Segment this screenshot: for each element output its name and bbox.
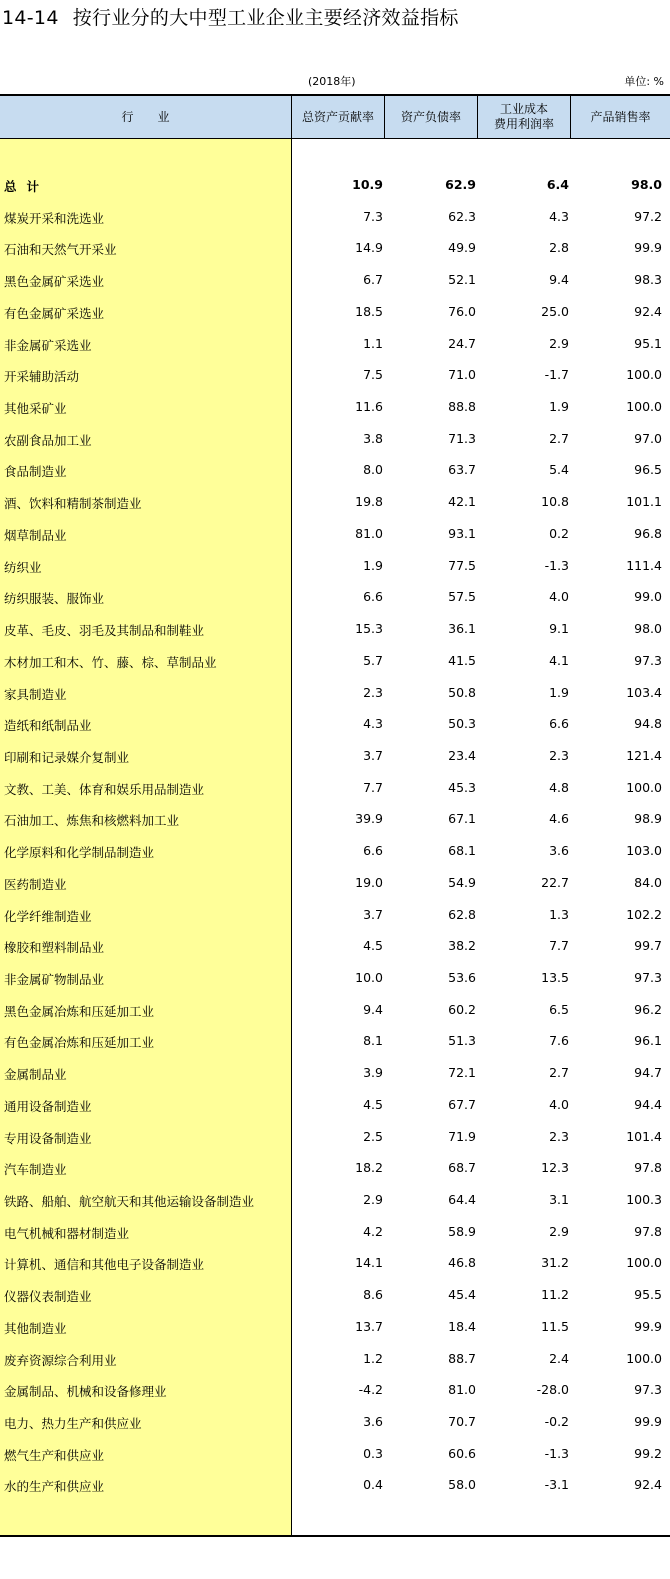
debt-ratio-value: 50.3 [448,716,476,732]
sales-ratio-value: 97.3 [634,969,662,985]
sales-ratio-value: 94.7 [634,1065,662,1081]
cost-profit-ratio-value: -3.1 [544,1477,569,1493]
debt-ratio-value: 88.8 [448,399,476,415]
sales-ratio-value: 101.1 [626,494,662,510]
debt-ratio-value: 38.2 [448,938,476,954]
sales-ratio-value: 98.3 [634,272,662,288]
cost-profit-ratio-value: 2.7 [549,430,569,446]
cost-profit-ratio-value: -28.0 [536,1382,569,1398]
industry-name: 汽车制造业 [4,1162,67,1178]
total-asset-contribution-value: 4.5 [363,1096,383,1112]
table-row [0,1246,670,1278]
sales-ratio-value: 97.3 [634,1382,662,1398]
cost-profit-ratio-value: -1.3 [544,557,569,573]
total-asset-contribution-value: 5.7 [363,652,383,668]
industry-name: 专用设备制造业 [4,1130,92,1146]
table-number: 14-14 [2,7,59,29]
industry-name: 水的生产和供应业 [4,1479,105,1495]
debt-ratio-value: 24.7 [448,335,476,351]
industry-name: 家具制造业 [4,686,67,702]
industry-name: 铁路、船舶、航空航天和其他运输设备制造业 [4,1194,255,1209]
industry-name: 纺织业 [4,559,42,575]
table-row [0,993,670,1025]
sales-ratio-value: 100.0 [626,779,662,795]
cost-profit-ratio-value: 1.9 [549,399,569,415]
total-asset-contribution-value: 4.3 [363,716,383,732]
debt-ratio-value: 71.9 [448,1128,476,1144]
cost-profit-ratio-value: 10.8 [541,494,569,510]
table-row [0,1310,670,1342]
total-asset-contribution-value: 3.8 [363,430,383,446]
industry-name: 食品制造业 [4,464,67,480]
table-row [0,644,670,676]
debt-ratio-value: 46.8 [448,1255,476,1271]
total-asset-contribution-value: 10.9 [352,177,383,192]
debt-ratio-value: 67.7 [448,1096,476,1112]
total-asset-contribution-value: 11.6 [355,399,383,415]
total-asset-contribution-value: 6.7 [363,272,383,288]
industry-name: 石油加工、炼焦和核燃料加工业 [4,813,180,829]
header-cost-profit-line1: 工业成本 [499,102,548,116]
sales-ratio-value: 95.1 [634,335,662,351]
industry-name: 黑色金属矿采选业 [4,274,105,290]
table-row [0,327,670,359]
header-divider [570,96,571,138]
unit-note: 单位: % [624,75,664,88]
sales-ratio-value: 102.2 [626,906,662,922]
industry-name: 废弃资源综合利用业 [4,1352,117,1368]
cost-profit-ratio-value: 4.1 [549,652,569,668]
sales-ratio-value: 99.7 [634,938,662,954]
sales-ratio-value: 96.5 [634,462,662,478]
cost-profit-ratio-value: 3.6 [549,843,569,859]
industry-name: 造纸和纸制品业 [4,718,92,734]
industry-name: 金属制品、机械和设备修理业 [4,1384,167,1400]
cost-profit-ratio-value: 2.4 [549,1350,569,1366]
table-row [0,1120,670,1152]
table-row [0,485,670,517]
sales-ratio-value: 99.9 [634,1414,662,1430]
total-asset-contribution-value: 8.6 [363,1287,383,1303]
year-note: (2018年) [308,75,356,88]
table-row [0,834,670,866]
cost-profit-ratio-value: -1.3 [544,1445,569,1461]
header-divider [477,96,478,138]
debt-ratio-value: 62.9 [445,177,476,192]
debt-ratio-value: 41.5 [448,652,476,668]
cost-profit-ratio-value: 2.3 [549,1128,569,1144]
sales-ratio-value: 92.4 [634,303,662,319]
total-asset-contribution-value: 3.7 [363,906,383,922]
debt-ratio-value: 63.7 [448,462,476,478]
cost-profit-ratio-value: -1.7 [544,367,569,383]
cost-profit-ratio-value: 2.9 [549,335,569,351]
cost-profit-ratio-value: 1.9 [549,684,569,700]
cost-profit-ratio-value: 7.6 [549,1033,569,1049]
industry-name: 医药制造业 [4,876,67,892]
header-divider [291,96,292,138]
cost-profit-ratio-value: 6.5 [549,1001,569,1017]
sales-ratio-value: 96.2 [634,1001,662,1017]
debt-ratio-value: 54.9 [448,874,476,890]
sales-ratio-value: 100.3 [626,1192,662,1207]
industry-name: 文教、工美、体育和娱乐用品制造业 [4,781,205,797]
header-debt-ratio: 资产负债率 [400,109,461,124]
industry-name: 农副食品加工业 [4,432,92,448]
header-total-asset-contribution: 总资产贡献率 [301,109,374,124]
total-asset-contribution-value: 15.3 [355,621,383,637]
debt-ratio-value: 76.0 [448,303,476,319]
total-asset-contribution-value: 18.5 [355,303,383,319]
industry-name: 电力、热力生产和供应业 [4,1416,142,1432]
sales-ratio-value: 99.9 [634,1318,662,1334]
total-row [0,168,670,200]
debt-ratio-value: 42.1 [448,494,476,510]
industry-name: 皮革、毛皮、羽毛及其制品和制鞋业 [4,623,205,639]
sales-ratio-value: 101.4 [626,1128,662,1144]
cost-profit-ratio-value: 4.0 [549,1096,569,1112]
debt-ratio-value: 53.6 [448,969,476,985]
cost-profit-ratio-value: 22.7 [541,874,569,890]
total-asset-contribution-value: 6.6 [363,843,383,859]
sales-ratio-value: 97.8 [634,1160,662,1176]
table-row [0,295,670,327]
debt-ratio-value: 62.3 [448,208,476,224]
total-asset-contribution-value: 18.2 [355,1160,383,1176]
total-asset-contribution-value: 14.9 [355,240,383,256]
table-row [0,1215,670,1247]
sales-ratio-value: 99.9 [634,240,662,256]
table-row [0,802,670,834]
debt-ratio-value: 49.9 [448,240,476,256]
table-row [0,771,670,803]
total-asset-contribution-value: 8.0 [363,462,383,478]
cost-profit-ratio-value: 4.3 [549,208,569,224]
debt-ratio-value: 60.6 [448,1445,476,1461]
industry-name: 非金属矿采选业 [4,337,92,353]
table-row [0,739,670,771]
total-asset-contribution-value: 4.5 [363,938,383,954]
total-asset-contribution-value: 2.3 [363,684,383,700]
debt-ratio-value: 36.1 [448,621,476,637]
sales-ratio-value: 100.0 [626,1255,662,1271]
cost-profit-ratio-value: 7.7 [549,938,569,954]
industry-name: 计算机、通信和其他电子设备制造业 [4,1257,205,1273]
industry-name: 有色金属冶炼和压延加工业 [4,1035,155,1051]
total-asset-contribution-value: 14.1 [355,1255,383,1271]
table-row [0,231,670,263]
industry-name: 开采辅助活动 [4,369,80,385]
industry-name: 木材加工和木、竹、藤、棕、草制品业 [4,654,217,670]
sales-ratio-value: 103.0 [626,843,662,859]
industry-name: 有色金属矿采选业 [4,305,105,321]
table-row [0,1056,670,1088]
total-asset-contribution-value: 9.4 [363,1001,383,1017]
total-asset-contribution-value: 3.7 [363,747,383,763]
table-row [0,358,670,390]
cost-profit-ratio-value: 3.1 [549,1192,569,1207]
table-row [0,1437,670,1469]
cost-profit-ratio-value: 6.4 [546,177,569,192]
debt-ratio-value: 18.4 [448,1318,476,1334]
cost-profit-ratio-value: 5.4 [549,462,569,478]
header-cost-profit-ratio [478,96,570,138]
industry-name: 化学纤维制造业 [4,908,92,924]
sales-ratio-value: 97.0 [634,430,662,446]
table-row [0,549,670,581]
debt-ratio-value: 81.0 [448,1382,476,1398]
cost-profit-ratio-value: 2.3 [549,747,569,763]
industry-name: 其他制造业 [4,1320,67,1336]
cost-profit-ratio-value: 31.2 [541,1255,569,1271]
table-row [0,453,670,485]
total-asset-contribution-value: 1.1 [363,335,383,351]
debt-ratio-value: 60.2 [448,1001,476,1017]
table-bottom-rule [0,1535,670,1537]
sales-ratio-value: 98.0 [631,177,662,192]
sales-ratio-value: 100.0 [626,399,662,415]
total-asset-contribution-value: 2.5 [363,1128,383,1144]
table-row [0,707,670,739]
table-row [0,263,670,295]
total-asset-contribution-value: 39.9 [355,811,383,827]
total-asset-contribution-value: 3.6 [363,1414,383,1430]
debt-ratio-value: 51.3 [448,1033,476,1049]
industry-name: 橡胶和塑料制品业 [4,940,105,956]
debt-ratio-value: 23.4 [448,747,476,763]
industry-name: 煤炭开采和洗选业 [4,210,105,226]
sales-ratio-value: 111.4 [626,557,662,573]
sales-ratio-value: 121.4 [626,747,662,763]
industry-name: 金属制品业 [4,1067,67,1083]
total-asset-contribution-value: 1.9 [363,557,383,573]
debt-ratio-value: 71.0 [448,367,476,383]
debt-ratio-value: 70.7 [448,1414,476,1430]
industry-name: 黑色金属冶炼和压延加工业 [4,1003,155,1019]
total-asset-contribution-value: 7.7 [363,779,383,795]
debt-ratio-value: 64.4 [448,1192,476,1207]
debt-ratio-value: 52.1 [448,272,476,288]
total-asset-contribution-value: 81.0 [355,525,383,541]
table-row [0,1405,670,1437]
table-row [0,422,670,454]
debt-ratio-value: 67.1 [448,811,476,827]
total-asset-contribution-value: 4.2 [363,1223,383,1239]
industry-name: 电气机械和器材制造业 [4,1225,130,1241]
table-row [0,200,670,232]
industry-name: 纺织服装、服饰业 [4,591,105,607]
sales-ratio-value: 94.4 [634,1096,662,1112]
table-row [0,517,670,549]
sales-ratio-value: 95.5 [634,1287,662,1303]
debt-ratio-value: 45.3 [448,779,476,795]
page-title [2,3,459,30]
debt-ratio-value: 72.1 [448,1065,476,1081]
table-row [0,898,670,930]
cost-profit-ratio-value: 4.6 [549,811,569,827]
cost-profit-ratio-value: 9.4 [549,272,569,288]
cost-profit-ratio-value: 6.6 [549,716,569,732]
industry-name: 化学原料和化学制品制造业 [4,845,155,861]
cost-profit-ratio-value: -0.2 [544,1414,569,1430]
total-asset-contribution-value: 8.1 [363,1033,383,1049]
table-title: 按行业分的大中型工业企业主要经济效益指标 [72,7,459,29]
industry-name: 非金属矿物制品业 [4,971,105,987]
header-divider [384,96,385,138]
table-row [0,1468,670,1500]
total-asset-contribution-value: 19.8 [355,494,383,510]
total-asset-contribution-value: -4.2 [358,1382,383,1398]
debt-ratio-value: 58.0 [448,1477,476,1493]
table-row [0,1088,670,1120]
sales-ratio-value: 84.0 [634,874,662,890]
sales-ratio-value: 98.9 [634,811,662,827]
sales-ratio-value: 92.4 [634,1477,662,1493]
table-row [0,961,670,993]
table-row [0,1278,670,1310]
industry-name: 其他采矿业 [4,401,67,417]
table-body [0,168,670,1500]
total-asset-contribution-value: 1.2 [363,1350,383,1366]
sales-ratio-value: 97.8 [634,1223,662,1239]
industry-name: 总计 [4,179,50,194]
cost-profit-ratio-value: 9.1 [549,621,569,637]
sales-ratio-value: 100.0 [626,367,662,383]
industry-name: 印刷和记录媒介复制业 [4,749,130,765]
sales-ratio-value: 94.8 [634,716,662,732]
debt-ratio-value: 68.7 [448,1160,476,1176]
total-asset-contribution-value: 3.9 [363,1065,383,1081]
debt-ratio-value: 50.8 [448,684,476,700]
table-row [0,676,670,708]
header-industry: 行 业 [121,109,170,124]
table-row [0,580,670,612]
debt-ratio-value: 93.1 [448,525,476,541]
table-row [0,1024,670,1056]
industry-name: 燃气生产和供应业 [4,1447,105,1463]
sales-ratio-value: 100.0 [626,1350,662,1366]
cost-profit-ratio-value: 2.7 [549,1065,569,1081]
cost-profit-ratio-value: 2.8 [549,240,569,256]
debt-ratio-value: 88.7 [448,1350,476,1366]
header-cost-profit-line2: 费用利润率 [493,117,554,131]
debt-ratio-value: 45.4 [448,1287,476,1303]
cost-profit-ratio-value: 25.0 [541,303,569,319]
debt-ratio-value: 58.9 [448,1223,476,1239]
sales-ratio-value: 97.2 [634,208,662,224]
total-asset-contribution-value: 19.0 [355,874,383,890]
table-row [0,929,670,961]
sales-ratio-value: 103.4 [626,684,662,700]
industry-name: 酒、饮料和精制茶制造业 [4,496,142,512]
cost-profit-ratio-value: 2.9 [549,1223,569,1239]
cost-profit-ratio-value: 11.2 [541,1287,569,1303]
industry-name: 仪器仪表制造业 [4,1289,92,1305]
total-asset-contribution-value: 0.4 [363,1477,383,1493]
cost-profit-ratio-value: 13.5 [541,969,569,985]
cost-profit-ratio-value: 4.0 [549,589,569,605]
sales-ratio-value: 97.3 [634,652,662,668]
sales-ratio-value: 96.8 [634,525,662,541]
debt-ratio-value: 77.5 [448,557,476,573]
sales-ratio-value: 99.2 [634,1445,662,1461]
header-sales-ratio: 产品销售率 [590,109,651,124]
cost-profit-ratio-value: 4.8 [549,779,569,795]
total-asset-contribution-value: 6.6 [363,589,383,605]
sales-ratio-value: 98.0 [634,621,662,637]
debt-ratio-value: 62.8 [448,906,476,922]
table-row [0,866,670,898]
table-row [0,390,670,422]
industry-name: 烟草制品业 [4,527,67,543]
total-asset-contribution-value: 7.3 [363,208,383,224]
sales-ratio-value: 99.0 [634,589,662,605]
industry-name: 通用设备制造业 [4,1098,92,1114]
total-asset-contribution-value: 13.7 [355,1318,383,1334]
cost-profit-ratio-value: 0.2 [549,525,569,541]
cost-profit-ratio-value: 12.3 [541,1160,569,1176]
table-row [0,1183,670,1215]
table-row [0,1151,670,1183]
cost-profit-ratio-value: 1.3 [549,906,569,922]
sales-ratio-value: 96.1 [634,1033,662,1049]
table-row [0,1373,670,1405]
debt-ratio-value: 71.3 [448,430,476,446]
total-asset-contribution-value: 7.5 [363,367,383,383]
total-asset-contribution-value: 0.3 [363,1445,383,1461]
total-asset-contribution-value: 2.9 [363,1192,383,1207]
cost-profit-ratio-value: 11.5 [541,1318,569,1334]
total-asset-contribution-value: 10.0 [355,969,383,985]
industry-name: 石油和天然气开采业 [4,242,117,258]
debt-ratio-value: 68.1 [448,843,476,859]
table-row [0,1342,670,1374]
debt-ratio-value: 57.5 [448,589,476,605]
table-row [0,612,670,644]
